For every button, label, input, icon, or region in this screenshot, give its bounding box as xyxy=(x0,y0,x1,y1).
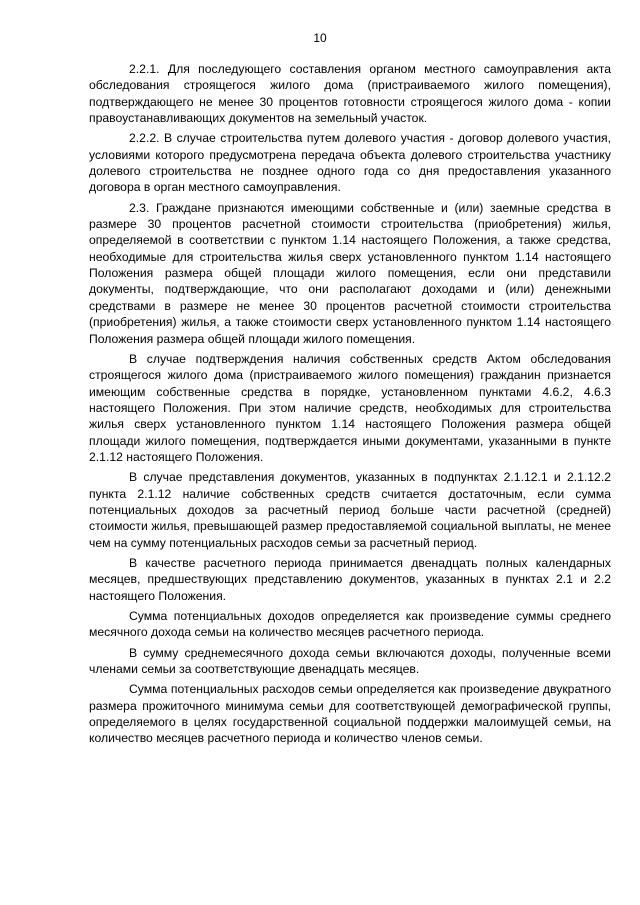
paragraph-2-3: 2.3. Граждане признаются имеющими собственные и (или) заемные средства в размере 30 процентов расчетной стоимости строительства (приобретения) жилья, определяемой в соответствии с пунктом 1.14 настоящего Положения, а также средства, необходимые для строительства жилья сверх установленного пунктом 1.14 настоящего Положения размера общей площади жилого помещения, если они представили документы, подтверждающие, что они располагают доходами и (или) денежными средствами в размере не менее 30 процентов расчетной стоимости строительства (приобретения) жилья, а также стоимости сверх установленного пунктом 1.14 настоящего Положения размера общей площади жилого помещения. xyxy=(89,200,611,346)
paragraph-2-2-2: 2.2.2. В случае строительства путем долевого участия - договор долевого участия, условиями которого предусмотрена передача объекта долевого строительства участнику долевого строительства не позднее одного года со дня предоставления указанного договора в орган местного самоуправления. xyxy=(89,131,611,195)
paragraph-potential-expenses: Сумма потенциальных расходов семьи определяется как произведение двукратного размера прожиточного минимума семьи для соответствующей демографической группы, определяемого в целях государственной социальной поддержки малоимущей семьи, на количество месяцев расчетного периода и количество членов семьи. xyxy=(89,682,611,746)
paragraph-potential-income: Сумма потенциальных доходов определяется как произведение суммы среднего месячного дохода семьи на количество месяцев расчетного периода. xyxy=(89,609,611,640)
paragraph-average-income: В сумму среднемесячного дохода семьи включаются доходы, полученные всеми членами семьи за соответствующие двенадцать месяцев. xyxy=(89,645,611,677)
paragraph-act-confirmation: В случае подтверждения наличия собственных средств Актом обследования строящегося жилого дома (пристраиваемого жилого помещения) гражданин признается имеющим собственные средства в порядке, установленном пунктами 4.6.2, 4.6.3 настоящего Положения. При этом наличие средств, необходимых для строительства жилья сверх установленного пунктом 1.14 настоящего Положения размера общей площади жилого помещения, подтверждается иными документами, указанными в пункте 2.1.12 настоящего Положения. xyxy=(89,351,611,464)
paragraph-calculation-period: В качестве расчетного периода принимается двенадцать полных календарных месяцев, предшествующих представлению документов, указанных в пунктах 2.1 и 2.2 настоящего Положения. xyxy=(89,555,611,603)
document-body xyxy=(89,61,611,751)
page-number: 10 xyxy=(313,31,327,45)
paragraph-documents-sufficiency: В случае представления документов, указанных в подпунктах 2.1.12.1 и 2.1.12.2 пункта 2.1.12 наличие собственных средств считается достаточным, если сумма потенциальных доходов за расчетный период больше части расчетной (средней) стоимости жилья, превышающей размер предоставляемой социальной выплаты, не менее чем на сумму потенциальных расходов семьи за расчетный период. xyxy=(89,470,611,550)
paragraph-2-2-1: 2.2.1. Для последующего составления органом местного самоуправления акта обследования строящегося жилого дома (пристраиваемого жилого помещения), подтверждающего не менее 30 процентов готовности строящегося жилого дома - копии правоустанавливающих документов на земельный участок. xyxy=(89,62,611,126)
